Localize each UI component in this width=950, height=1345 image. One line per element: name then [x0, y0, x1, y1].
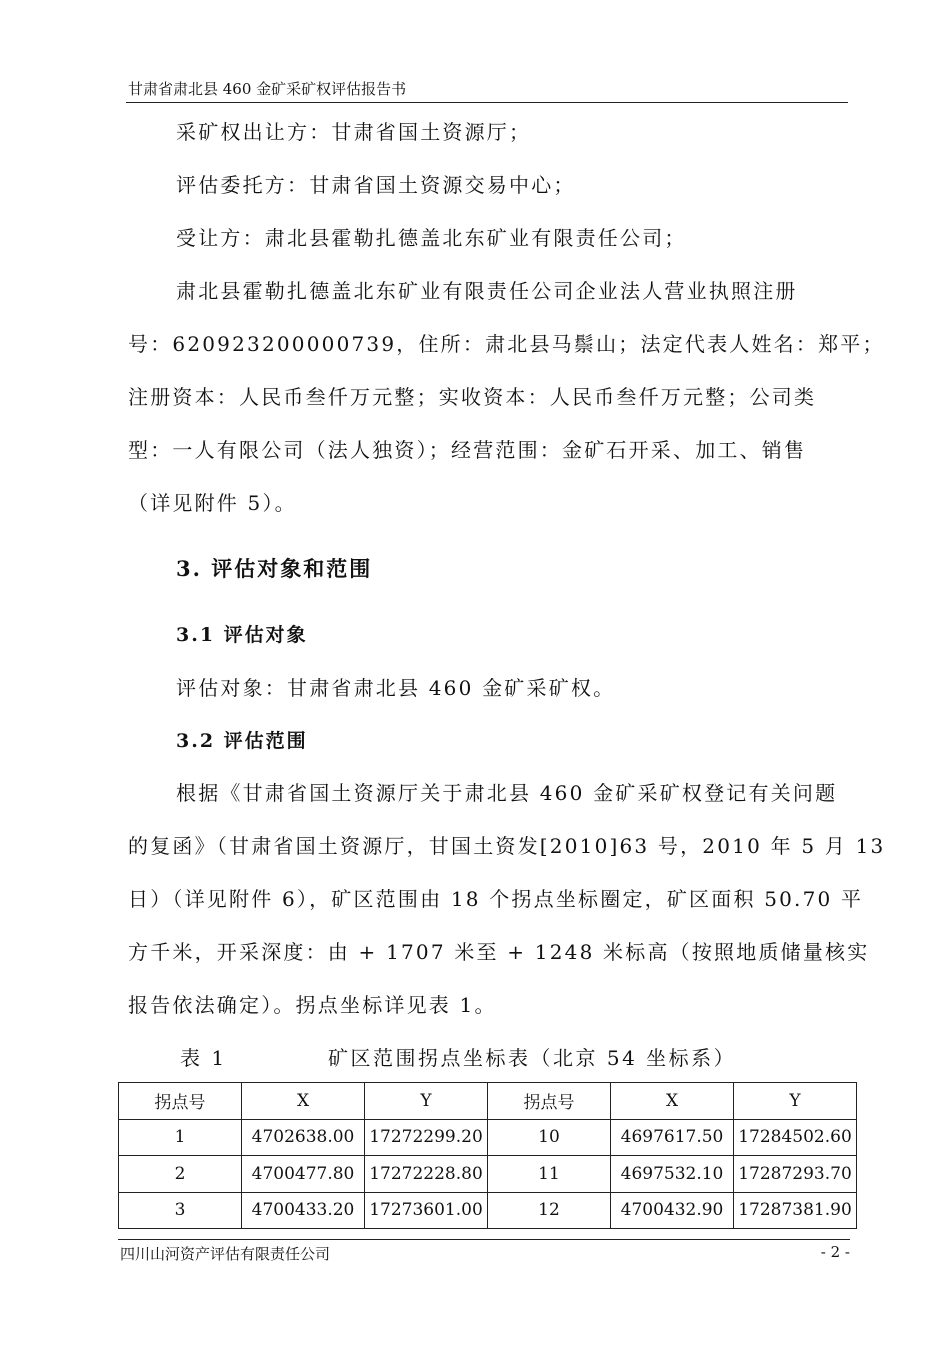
table-cell: 10: [488, 1119, 611, 1156]
header-x: X: [242, 1083, 365, 1120]
scope-line-1: 根据《甘肃省国土资源厅关于肃北县 460 金矿采矿权登记有关问题: [176, 781, 838, 805]
scope-line-4: 方千米，开采深度：由 + 1707 米至 + 1248 米标高（按照地质储量核实: [128, 940, 870, 964]
company-info-line-4: 型：一人有限公司（法人独资）；经营范围：金矿石开采、加工、销售: [128, 438, 807, 462]
scope-line-5: 报告依法确定）。拐点坐标详见表 1。: [128, 993, 497, 1017]
header-x: X: [611, 1083, 734, 1120]
table-cell: 17284502.60: [734, 1119, 857, 1156]
header-divider: [126, 102, 848, 103]
evaluation-object-line: 评估对象：甘肃省肃北县 460 金矿采矿权。: [176, 676, 616, 700]
table-row: [119, 1119, 857, 1156]
table-row: [119, 1192, 857, 1229]
scope-line-3: 日）（详见附件 6），矿区范围由 18 个拐点坐标圈定，矿区面积 50.70 平: [128, 887, 864, 911]
table-cell: 11: [488, 1156, 611, 1193]
table-cell: 17272228.80: [365, 1156, 488, 1193]
section-3-heading: 3. 评估对象和范围: [176, 556, 373, 581]
page-header-title: 甘肃省肃北县 460 金矿采矿权评估报告书: [128, 80, 407, 98]
table-cell: 17287293.70: [734, 1156, 857, 1193]
table-cell: 1: [119, 1119, 242, 1156]
section-3-2-heading: 3.2 评估范围: [176, 730, 308, 752]
table-cell: 2: [119, 1156, 242, 1193]
header-point-no: 拐点号: [488, 1083, 611, 1120]
table-cell: 4702638.00: [242, 1119, 365, 1156]
table-cell: 4697617.50: [611, 1119, 734, 1156]
table-cell: 17272299.20: [365, 1119, 488, 1156]
table-cell: 17287381.90: [734, 1192, 857, 1229]
scope-line-2: 的复函》（甘肃省国土资源厅，甘国土资发[2010]63 号，2010 年 5 月 13: [128, 834, 886, 858]
table-cell: 4700432.90: [611, 1192, 734, 1229]
table-cell: 12: [488, 1192, 611, 1229]
company-info-line-5: （详见附件 5）。: [128, 491, 297, 515]
table-cell: 3: [119, 1192, 242, 1229]
company-info-line-1: 肃北县霍勒扎德盖北东矿业有限责任公司企业法人营业执照注册: [176, 279, 798, 303]
table-header-row: [119, 1083, 857, 1120]
table-cell: 17273601.00: [365, 1192, 488, 1229]
table-row: [119, 1156, 857, 1193]
table-caption-label: 表 1: [180, 1046, 227, 1070]
transferor-line: 采矿权出让方：甘肃省国土资源厅；: [176, 120, 532, 144]
section-3-1-heading: 3.1 评估对象: [176, 624, 308, 646]
coordinate-table: [118, 1082, 857, 1229]
header-y: Y: [365, 1083, 488, 1120]
footer-company: 四川山河资产评估有限责任公司: [120, 1245, 331, 1263]
company-info-line-3: 注册资本：人民币叁仟万元整；实收资本：人民币叁仟万元整；公司类: [128, 385, 817, 409]
company-info-line-2: 号：620923200000739，住所：肃北县马鬃山；法定代表人姓名：郑平；: [128, 332, 885, 356]
header-point-no: 拐点号: [119, 1083, 242, 1120]
table-cell: 4700477.80: [242, 1156, 365, 1193]
header-y: Y: [734, 1083, 857, 1120]
table-cell: 4700433.20: [242, 1192, 365, 1229]
table-caption-title: 矿区范围拐点坐标表（北京 54 坐标系）: [328, 1046, 737, 1070]
page-number: - 2 -: [820, 1243, 850, 1261]
transferee-line: 受让方：肃北县霍勒扎德盖北东矿业有限责任公司；: [176, 226, 687, 250]
client-line: 评估委托方：甘肃省国土资源交易中心；: [176, 173, 576, 197]
footer-divider: [118, 1239, 850, 1240]
table-cell: 4697532.10: [611, 1156, 734, 1193]
